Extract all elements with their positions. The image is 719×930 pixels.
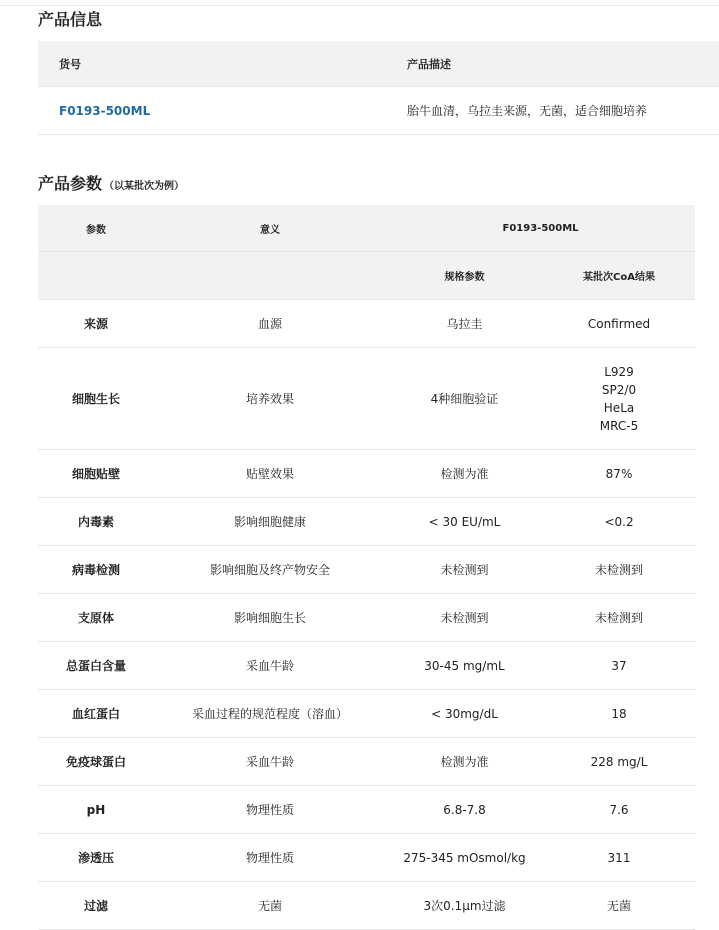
coa-line: MRC-5 bbox=[599, 418, 639, 433]
coa-cell bbox=[543, 348, 695, 450]
spec-cell: < 30 EU/mL bbox=[386, 498, 543, 546]
coa-cell: 18 bbox=[543, 690, 695, 738]
spec-cell: 检测为准 bbox=[386, 738, 543, 786]
table-row bbox=[38, 87, 719, 135]
param-cell: 总蛋白含量 bbox=[38, 642, 154, 690]
table-header-row bbox=[38, 41, 719, 87]
param-cell: 细胞生长 bbox=[38, 348, 154, 450]
meaning-cell: 影响细胞健康 bbox=[154, 498, 386, 546]
coa-cell: 未检测到 bbox=[543, 594, 695, 642]
param-cell: 血红蛋白 bbox=[38, 690, 154, 738]
meaning-cell: 血源 bbox=[154, 300, 386, 348]
column-header-coa: 某批次CoA结果 bbox=[543, 252, 695, 300]
table-row bbox=[38, 594, 695, 642]
coa-cell: <0.2 bbox=[543, 498, 695, 546]
column-header-sku: 货号 bbox=[38, 41, 386, 87]
coa-cell: 87% bbox=[543, 450, 695, 498]
product-info-table bbox=[38, 41, 719, 135]
coa-cell: 37 bbox=[543, 642, 695, 690]
column-header-meaning: 意义 bbox=[154, 205, 386, 252]
product-info-title: 产品信息 bbox=[38, 10, 103, 29]
column-header-param: 参数 bbox=[38, 205, 154, 252]
param-cell: 病毒检测 bbox=[38, 546, 154, 594]
table-row bbox=[38, 546, 695, 594]
param-cell: 过滤 bbox=[38, 882, 154, 930]
meaning-cell: 采血过程的规范程度（溶血） bbox=[154, 690, 386, 738]
meaning-cell: 影响细胞生长 bbox=[154, 594, 386, 642]
param-cell: 渗透压 bbox=[38, 834, 154, 882]
product-params-table bbox=[38, 205, 695, 930]
table-header-row bbox=[38, 205, 695, 252]
param-cell: 免疫球蛋白 bbox=[38, 738, 154, 786]
coa-line: L929 bbox=[604, 364, 634, 379]
table-row bbox=[38, 690, 695, 738]
params-title-note: （以某批次为例） bbox=[104, 181, 185, 192]
table-row bbox=[38, 300, 695, 348]
table-row bbox=[38, 738, 695, 786]
param-cell: pH bbox=[38, 786, 154, 834]
coa-line: HeLa bbox=[603, 400, 635, 415]
coa-cell: 7.6 bbox=[543, 786, 695, 834]
column-header-description: 产品描述 bbox=[386, 41, 719, 87]
product-params-title bbox=[38, 171, 184, 194]
coa-cell: 无菌 bbox=[543, 882, 695, 930]
product-description: 胎牛血清，乌拉圭来源，无菌，适合细胞培养 bbox=[386, 87, 719, 135]
table-row bbox=[38, 834, 695, 882]
param-cell: 细胞贴壁 bbox=[38, 450, 154, 498]
meaning-cell: 影响细胞及终产物安全 bbox=[154, 546, 386, 594]
spec-cell: 6.8-7.8 bbox=[386, 786, 543, 834]
table-subheader-row bbox=[38, 252, 695, 300]
meaning-cell: 采血牛龄 bbox=[154, 738, 386, 786]
table-row bbox=[38, 642, 695, 690]
meaning-cell: 贴壁效果 bbox=[154, 450, 386, 498]
meaning-cell: 物理性质 bbox=[154, 786, 386, 834]
coa-cell: 311 bbox=[543, 834, 695, 882]
spec-cell: 未检测到 bbox=[386, 546, 543, 594]
top-divider bbox=[0, 0, 719, 6]
table-row bbox=[38, 450, 695, 498]
coa-cell: 未检测到 bbox=[543, 546, 695, 594]
coa-line: SP2/0 bbox=[601, 382, 637, 397]
table-row bbox=[38, 498, 695, 546]
spec-cell: 未检测到 bbox=[386, 594, 543, 642]
column-header-sku: F0193-500ML bbox=[386, 205, 695, 252]
table-row bbox=[38, 348, 695, 450]
spec-cell: 3次0.1μm过滤 bbox=[386, 882, 543, 930]
param-cell: 支原体 bbox=[38, 594, 154, 642]
params-title-text: 产品参数 bbox=[38, 174, 103, 193]
column-header-spec: 规格参数 bbox=[386, 252, 543, 300]
table-row bbox=[38, 786, 695, 834]
meaning-cell: 培养效果 bbox=[154, 348, 386, 450]
param-cell: 来源 bbox=[38, 300, 154, 348]
spec-cell: 检测为准 bbox=[386, 450, 543, 498]
spec-cell: 30-45 mg/mL bbox=[386, 642, 543, 690]
spec-cell: 4种细胞验证 bbox=[386, 348, 543, 450]
coa-cell: 228 mg/L bbox=[543, 738, 695, 786]
spec-cell: < 30mg/dL bbox=[386, 690, 543, 738]
spec-cell: 乌拉圭 bbox=[386, 300, 543, 348]
table-row bbox=[38, 882, 695, 930]
spec-cell: 275-345 mOsmol/kg bbox=[386, 834, 543, 882]
meaning-cell: 采血牛龄 bbox=[154, 642, 386, 690]
param-cell: 内毒素 bbox=[38, 498, 154, 546]
meaning-cell: 无菌 bbox=[154, 882, 386, 930]
meaning-cell: 物理性质 bbox=[154, 834, 386, 882]
sku-link[interactable]: F0193-500ML bbox=[59, 103, 151, 118]
coa-cell: Confirmed bbox=[543, 300, 695, 348]
